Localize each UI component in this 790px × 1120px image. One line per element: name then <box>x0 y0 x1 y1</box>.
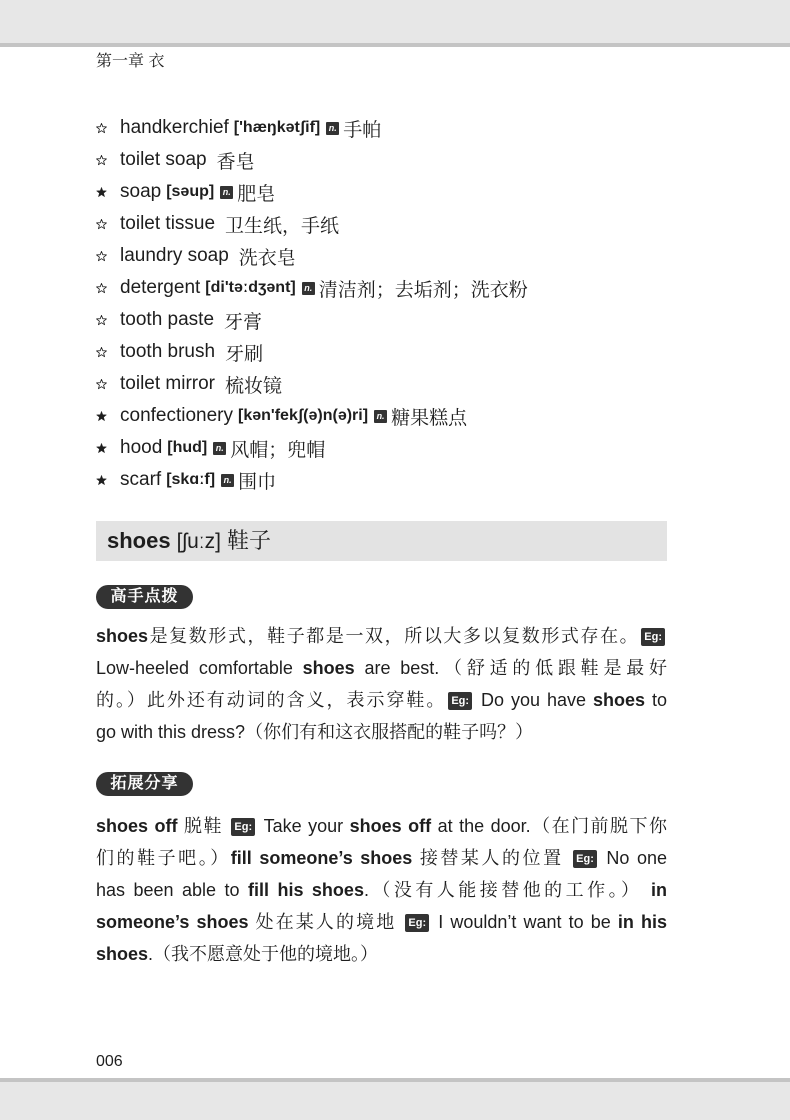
bold-text: fill someone’s shoes <box>230 848 413 868</box>
vocab-phonetic: [di'təːdʒənt] <box>205 279 296 296</box>
text-run: 接替某人的位置 <box>412 848 572 868</box>
section-word: shoes <box>107 528 171 553</box>
bottom-band <box>0 1078 790 1120</box>
vocab-item <box>96 464 676 496</box>
vocab-item <box>96 400 676 432</box>
vocab-meaning: 牙膏 <box>224 311 263 333</box>
star-outline-icon <box>96 251 107 262</box>
chapter-title: 第一章 衣 <box>96 53 165 70</box>
text-run: Take your <box>257 816 350 836</box>
vocab-item <box>96 112 676 144</box>
text-run: 处在某人的境地 <box>248 912 404 932</box>
pos-badge: n. <box>302 282 315 295</box>
text-line <box>96 938 667 970</box>
star-outline-icon <box>96 315 107 326</box>
vocab-meaning: 围巾 <box>238 471 277 493</box>
text-run: I wouldn’t want to be <box>431 912 618 932</box>
text-run: 的。）此外还有动词的含义，表示穿鞋。 <box>96 690 447 710</box>
pos-badge: n. <box>221 474 234 487</box>
vocab-item <box>96 272 676 304</box>
vocab-word: toilet tissue <box>120 213 216 234</box>
pos-badge: n. <box>220 186 233 199</box>
extend-badge: 拓展分享 <box>96 772 193 796</box>
vocab-word: tooth paste <box>120 309 215 330</box>
pos-badge: n. <box>326 122 339 135</box>
star-filled-icon <box>96 475 107 486</box>
vocab-word: hood <box>120 437 163 458</box>
vocab-word: detergent <box>120 277 201 298</box>
page-number: 006 <box>96 1053 123 1070</box>
vocab-item <box>96 336 676 368</box>
text-run: Low-heeled comfortable <box>96 658 303 678</box>
vocab-item <box>96 240 676 272</box>
text-line <box>96 652 667 684</box>
vocab-meaning: 手帕 <box>343 119 382 141</box>
text-run: at the door.（在门前脱下你 <box>431 816 667 836</box>
text-line <box>96 716 667 748</box>
example-badge: Eg: <box>231 818 255 836</box>
vocab-meaning: 清洁剂；去垢剂；洗衣粉 <box>318 279 528 301</box>
vocab-word: handkerchief <box>120 117 229 138</box>
star-outline-icon <box>96 219 107 230</box>
text-line <box>96 906 667 938</box>
bold-text: shoes <box>96 626 149 646</box>
vocab-word: laundry soap <box>120 245 229 266</box>
text-line <box>96 684 667 716</box>
top-band <box>0 0 790 47</box>
vocab-word: toilet mirror <box>120 373 216 394</box>
star-outline-icon <box>96 347 107 358</box>
extend-paragraph <box>96 810 667 970</box>
bold-text: shoes off <box>96 816 178 836</box>
vocab-item <box>96 176 676 208</box>
example-badge: Eg: <box>448 692 472 710</box>
text-run: go with this dress?（你们有和这衣服搭配的鞋子吗？） <box>96 722 534 742</box>
section-phonetic: [ʃuːz] <box>176 530 221 553</box>
bold-text: shoes <box>592 690 646 710</box>
vocab-meaning: 香皂 <box>216 151 255 173</box>
text-run: .（我不愿意处于他的境地。） <box>148 944 379 964</box>
bold-text: in <box>650 880 667 900</box>
text-run: to <box>645 690 667 710</box>
star-filled-icon <box>96 187 107 198</box>
vocab-item <box>96 208 676 240</box>
vocab-item <box>96 144 676 176</box>
vocab-item <box>96 304 676 336</box>
vocab-meaning: 卫生纸，手纸 <box>225 215 340 237</box>
vocab-word: soap <box>120 181 162 202</box>
text-line <box>96 874 667 906</box>
vocab-word: confectionery <box>120 405 234 426</box>
text-line <box>96 620 667 652</box>
star-outline-icon <box>96 155 107 166</box>
bold-text: in his <box>617 912 667 932</box>
star-outline-icon <box>96 283 107 294</box>
vocab-word: toilet soap <box>120 149 207 170</box>
bold-text: someone’s shoes <box>96 912 249 932</box>
vocab-phonetic: [skɑːf] <box>166 471 216 488</box>
text-run: are best.（舒适的低跟鞋是最好 <box>354 658 667 678</box>
text-line <box>96 810 667 842</box>
tips-badge: 高手点拨 <box>96 585 193 609</box>
vocab-list <box>96 112 676 496</box>
pos-badge: n. <box>374 410 387 423</box>
vocab-phonetic: [kən'fekʃ(ə)n(ə)ri] <box>238 407 369 424</box>
star-outline-icon <box>96 379 107 390</box>
vocab-meaning: 牙刷 <box>225 343 264 365</box>
star-filled-icon <box>96 443 107 454</box>
section-meaning: 鞋子 <box>226 528 271 553</box>
tips-paragraph <box>96 620 667 748</box>
pos-badge: n. <box>213 442 226 455</box>
text-run: has been able to <box>96 880 248 900</box>
bold-text: shoes <box>302 658 355 678</box>
vocab-meaning: 风帽；兜帽 <box>230 439 326 461</box>
example-badge: Eg: <box>641 628 665 646</box>
vocab-meaning: 肥皂 <box>237 183 276 205</box>
vocab-item <box>96 368 676 400</box>
bold-text: shoes <box>96 944 149 964</box>
star-outline-icon <box>96 123 107 134</box>
example-badge: Eg: <box>573 850 597 868</box>
text-run: 们的鞋子吧。） <box>96 848 231 868</box>
section-header <box>96 521 667 561</box>
text-run: .（没有人能接替他的工作。） <box>363 880 651 900</box>
text-run: No one <box>598 848 667 868</box>
text-run: Do you have <box>474 690 593 710</box>
text-run: 是复数形式，鞋子都是一双，所以大多以复数形式存在。 <box>148 626 640 646</box>
vocab-item <box>96 432 676 464</box>
bold-text: shoes off <box>349 816 432 836</box>
vocab-phonetic: [səup] <box>166 183 215 200</box>
vocab-phonetic: [hud] <box>167 439 208 456</box>
bold-text: fill his shoes <box>247 880 364 900</box>
vocab-meaning: 梳妆镜 <box>225 375 283 397</box>
vocab-word: scarf <box>120 469 162 490</box>
vocab-meaning: 糖果糕点 <box>391 407 468 429</box>
vocab-meaning: 洗衣皂 <box>238 247 296 269</box>
example-badge: Eg: <box>405 914 429 932</box>
text-line <box>96 842 667 874</box>
vocab-word: tooth brush <box>120 341 216 362</box>
vocab-phonetic: ['hæŋkətʃif] <box>233 119 321 136</box>
text-run: 脱鞋 <box>177 816 230 836</box>
star-filled-icon <box>96 411 107 422</box>
